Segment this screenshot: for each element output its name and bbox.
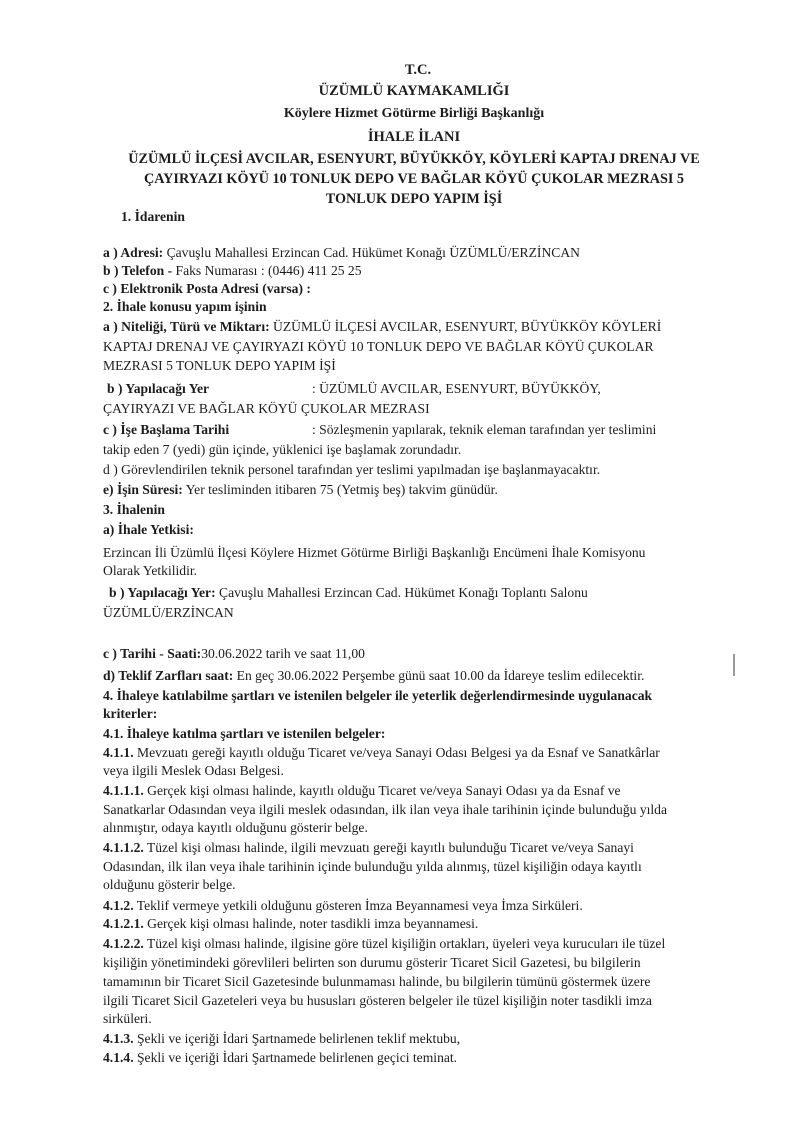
section2-heading: 2. İhale konusu yapım işinin	[103, 299, 267, 314]
item-4-1-1-2-line-2: Odasından, ilk ilan veya ihale tarihinin içinde bulunduğu yılda alınmış, tüzel kişiliğin odaya kayıtlı	[103, 859, 642, 874]
item-4-1-2-2-line-4: ilgili Ticaret Sicil Gazeteleri veya bu hususları gösteren belgeler ile tüzel kişiliğin noter tasdikli imza	[103, 993, 652, 1008]
place-line-2: ÇAYIRYAZI VE BAĞLAR KÖYÜ ÇUKOLAR MEZRASI	[103, 401, 430, 416]
item-number: 4.1.2.1.	[103, 916, 144, 931]
duration-label: e) İşin Süresi:	[103, 482, 183, 497]
item-4-1-2	[103, 899, 583, 913]
bid-value: En geç 30.06.2022 Perşembe günü saat 10.00 da İdareye teslim edilecektir.	[233, 668, 645, 683]
item-4-1-2-2-line-5: sirküleri.	[103, 1011, 152, 1026]
item-text: Tüzel kişi olması halinde, ilgili mevzuatı gereği kayıtlı bulunduğu Ticaret ve/veya Sanayi	[143, 840, 634, 855]
header-title-line-3: TONLUK DEPO YAPIM İŞİ	[325, 191, 503, 207]
venue-line-2: ÜZÜMLÜ/ERZİNCAN	[103, 605, 234, 620]
datetime-line	[103, 647, 365, 661]
address-value: Çavuşlu Mahallesi Erzincan Cad. Hükümet Konağı ÜZÜMLÜ/ERZİNCAN	[163, 245, 580, 260]
item-4-1-1-1-line-1	[103, 784, 621, 798]
venue-line-1	[109, 586, 588, 600]
item-number: 4.1.1.1.	[103, 783, 144, 798]
phone-value: Faks Numarası : (0446) 411 25 25	[175, 263, 362, 278]
item-4-1-2-2-line-3: tamamının bir Ticaret Sicil Gazetesinde bulunmaması halinde, bu bilgilerin tümünü göstermek üzere	[103, 974, 651, 989]
item-text: Gerçek kişi olması halinde, kayıtlı olduğu Ticaret ve/veya Sanayi Odası ya da Esnaf ve	[143, 783, 621, 798]
header-authority: ÜZÜMLÜ KAYMAKAMLIĞI	[318, 83, 510, 99]
personnel-line: d ) Görevlendirilen teknik personel tarafından yer teslimi yapılmadan işe başlanmayacaktır.	[103, 462, 601, 477]
header-notice: İHALE İLANI	[367, 129, 461, 145]
address-label: a ) Adresi:	[103, 245, 164, 260]
nature-label: a ) Niteliği, Türü ve Miktarı:	[103, 319, 270, 334]
item-text: Gerçek kişi olması halinde, noter tasdikli imza beyannamesi.	[143, 916, 479, 931]
section4-subheading: 4.1. İhaleye katılma şartları ve istenilen belgeler:	[103, 726, 386, 741]
section1-heading: 1. İdarenin	[121, 209, 185, 224]
nature-value-1: ÜZÜMLÜ İLÇESİ AVCILAR, ESENYURT, BÜYÜKKÖY KÖYLERİ	[269, 319, 662, 334]
place-label: b ) Yapılacağı Yer	[107, 381, 210, 396]
start-line-2: takip eden 7 (yedi) gün içinde, yüklenici işe başlamak zorundadır.	[103, 442, 462, 457]
item-text: Teklif vermeye yetkili olduğunu gösteren İmza Beyannamesi veya İmza Sirküleri.	[133, 898, 583, 913]
venue-value-1: Çavuşlu Mahallesi Erzincan Cad. Hükümet Konağı Toplantı Salonu	[215, 585, 588, 600]
item-4-1-1-2-line-3: olduğunu gösterir belge.	[103, 877, 236, 892]
bid-label: d) Teklif Zarfları saat:	[103, 668, 234, 683]
item-text: Şekli ve içeriği İdari Şartnamede belirlenen geçici teminat.	[133, 1050, 458, 1065]
item-4-1-2-2-line-2: kişiliğin yönetimindeki görevlileri belirten son durumu gösterir Ticaret Sicil Gazetesi, bu bilgilerin	[103, 955, 641, 970]
item-text: Tüzel kişi olması halinde, ilgisine göre tüzel kişiliğin ortakları, üyeleri veya kurucuları ile tüzel	[143, 936, 666, 951]
item-4-1-1-line-2: veya ilgili Meslek Odası Belgesi.	[103, 763, 284, 778]
item-4-1-3	[103, 1032, 460, 1046]
item-number: 4.1.4.	[103, 1050, 134, 1065]
email-label: c ) Elektronik Posta Adresi (varsa) :	[103, 281, 311, 296]
header-title-line-2: ÇAYIRYAZI KÖYÜ 10 TONLUK DEPO VE BAĞLAR KÖYÜ ÇUKOLAR MEZRASI 5	[143, 171, 685, 187]
datetime-value: 30.06.2022 tarih ve saat 11,00	[201, 646, 365, 661]
item-number: 4.1.1.2.	[103, 840, 144, 855]
item-text: Şekli ve içeriği İdari Şartnamede belirlenen teklif mektubu,	[133, 1031, 461, 1046]
margin-mark	[733, 654, 735, 676]
venue-label: b ) Yapılacağı Yer:	[109, 585, 216, 600]
bid-line	[103, 669, 644, 683]
item-4-1-1-1-line-2: Sanatkarlar Odasından veya ilgili meslek odasından, ilk ilan veya ihale tarihinin içinde bulunduğu yılda	[103, 802, 667, 817]
authority-label: a) İhale Yetkisi:	[103, 522, 194, 537]
place-line-1: : ÜZÜMLÜ AVCILAR, ESENYURT, BÜYÜKKÖY,	[312, 381, 601, 396]
duration-line	[103, 483, 498, 497]
nature-line-2: KAPTAJ DRENAJ VE ÇAYIRYAZI KÖYÜ 10 TONLUK DEPO VE BAĞLAR KÖYÜ ÇUKOLAR	[103, 339, 654, 354]
start-label: c ) İşe Başlama Tarihi	[103, 422, 230, 437]
item-4-1-4	[103, 1051, 457, 1065]
nature-line-3: MEZRASI 5 TONLUK DEPO YAPIM İŞİ	[103, 358, 336, 373]
item-number: 4.1.2.	[103, 898, 134, 913]
item-4-1-2-2-line-1	[103, 937, 665, 951]
item-4-1-1-1-line-3: alınmıştır, odaya kayıtlı olduğunu gösterir belge.	[103, 820, 368, 835]
duration-value: Yer tesliminden itibaren 75 (Yetmiş beş) takvim günüdür.	[182, 482, 498, 497]
section4-heading-1: 4. İhaleye katılabilme şartları ve istenilen belgeler ile yeterlik değerlendirmesinde uygulanacak	[103, 688, 653, 703]
section4-heading-2: kriterler:	[103, 706, 158, 721]
phone-line	[103, 264, 362, 278]
phone-label: b ) Telefon -	[103, 263, 176, 278]
item-4-1-1-2-line-1	[103, 841, 634, 855]
authority-line-1: Erzincan İli Üzümlü İlçesi Köylere Hizmet Götürme Birliği Başkanlığı Encümeni İhale Komisyonu	[103, 545, 646, 560]
item-number: 4.1.3.	[103, 1031, 134, 1046]
item-number: 4.1.1.	[103, 745, 134, 760]
item-4-1-2-1	[103, 917, 478, 931]
address-line	[103, 246, 580, 260]
start-line-1: : Sözleşmenin yapılarak, teknik eleman tarafından yer teslimini	[312, 422, 657, 437]
authority-line-2: Olarak Yetkilidir.	[103, 563, 198, 578]
item-4-1-1-line-1	[103, 746, 660, 760]
section3-heading: 3. İhalenin	[103, 502, 165, 517]
item-text: Mevzuatı gereği kayıtlı olduğu Ticaret ve/veya Sanayi Odası Belgesi ya da Esnaf ve Sanatkârlar	[133, 745, 660, 760]
item-number: 4.1.2.2.	[103, 936, 144, 951]
header-tc: T.C.	[404, 62, 432, 78]
nature-line-1	[103, 320, 661, 334]
datetime-label: c ) Tarihi - Saati:	[103, 646, 202, 661]
header-title-line-1: ÜZÜMLÜ İLÇESİ AVCILAR, ESENYURT, BÜYÜKKÖY, KÖYLERİ KAPTAJ DRENAJ VE	[128, 151, 700, 167]
header-department: Köylere Hizmet Götürme Birliği Başkanlığı	[283, 106, 545, 121]
